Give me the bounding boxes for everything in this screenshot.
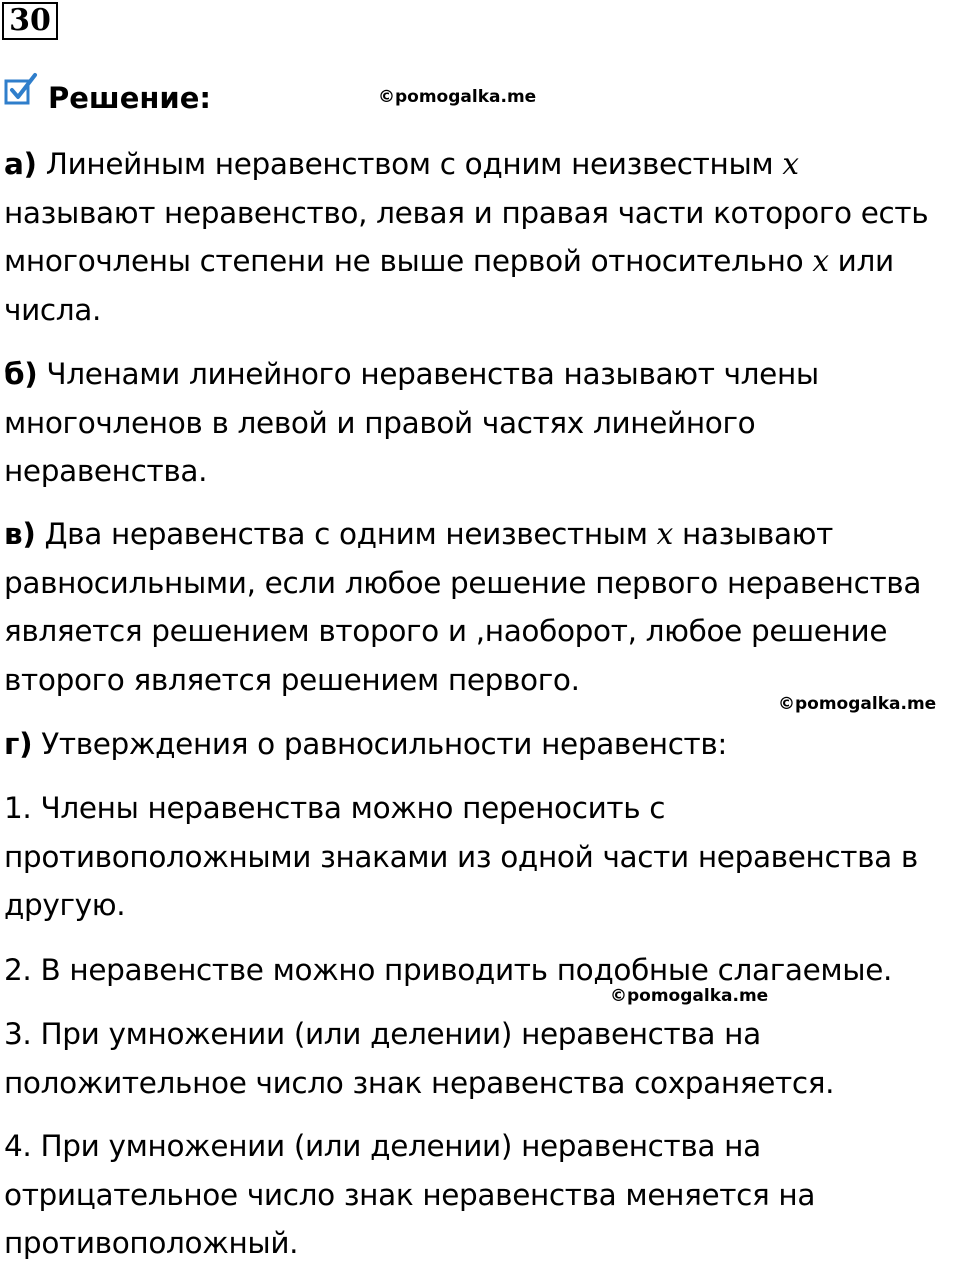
math-variable: x (812, 244, 829, 278)
checkbox-check-icon (4, 72, 38, 106)
text-line: 3. При умножении (или делении) неравенства на (4, 1017, 761, 1051)
watermark: ©pomogalka.me (610, 986, 769, 1006)
text-line: другую. (4, 888, 126, 922)
task-number: 30 (2, 2, 58, 40)
paragraph-b (4, 350, 958, 496)
text-line (4, 720, 958, 769)
watermark: ©pomogalka.me (378, 87, 537, 107)
watermark: ©pomogalka.me (778, 694, 937, 714)
solution-heading: Решение: (48, 81, 212, 115)
text-span: Членами линейного неравенства называют члены (37, 357, 819, 391)
statement-4 (4, 1122, 958, 1268)
text-line (4, 510, 958, 559)
text-line: положительное число знак неравенства сохраняется. (4, 1065, 835, 1100)
item-label: б) (4, 357, 38, 391)
text-line (4, 350, 958, 399)
text-line: 2. В неравенстве можно приводить подобные слагаемые. (4, 953, 893, 987)
text-line: многочленов в левой и правой частях линейного (4, 405, 756, 440)
text-line (4, 140, 958, 189)
text-line: 4. При умножении (или делении) неравенства на (4, 1129, 761, 1163)
text-line: второго является решением первого. (4, 662, 580, 697)
text-line: равносильными, если любое решение первого неравенства (4, 565, 922, 600)
statement-3 (4, 1010, 958, 1107)
paragraph-g (4, 720, 958, 769)
paragraph-a (4, 140, 958, 334)
text-line: 1. Члены неравенства можно переносить с (4, 791, 666, 825)
text-line (4, 237, 958, 286)
paragraph-v (4, 510, 958, 704)
statement-2 (4, 946, 958, 995)
text-line: противоположный. (4, 1226, 299, 1260)
text-line: называют неравенство, левая и правая части которого есть (4, 195, 929, 230)
text-line: числа. (4, 292, 102, 327)
text-line: отрицательное число знак неравенства меняется на (4, 1177, 816, 1212)
text-span: Линейным неравенством с одним неизвестным (36, 147, 783, 181)
statement-1 (4, 784, 958, 930)
text-line: противоположными знаками из одной части неравенства в (4, 839, 918, 874)
text-span: Утверждения о равносильности неравенств: (32, 727, 728, 761)
item-label: а) (4, 147, 37, 181)
item-label: в) (4, 517, 36, 551)
text-span: или (828, 244, 894, 278)
text-span: многочлены степени не выше первой относительно (4, 244, 813, 278)
math-variable: x (782, 147, 799, 181)
text-line: неравенства. (4, 454, 208, 488)
math-variable: x (656, 517, 673, 551)
text-span: называют (672, 517, 834, 551)
item-label: г) (4, 727, 33, 761)
text-span: Два неравенства с одним неизвестным (35, 517, 657, 551)
text-line: является решением второго и ,наоборот, любое решение (4, 614, 888, 648)
